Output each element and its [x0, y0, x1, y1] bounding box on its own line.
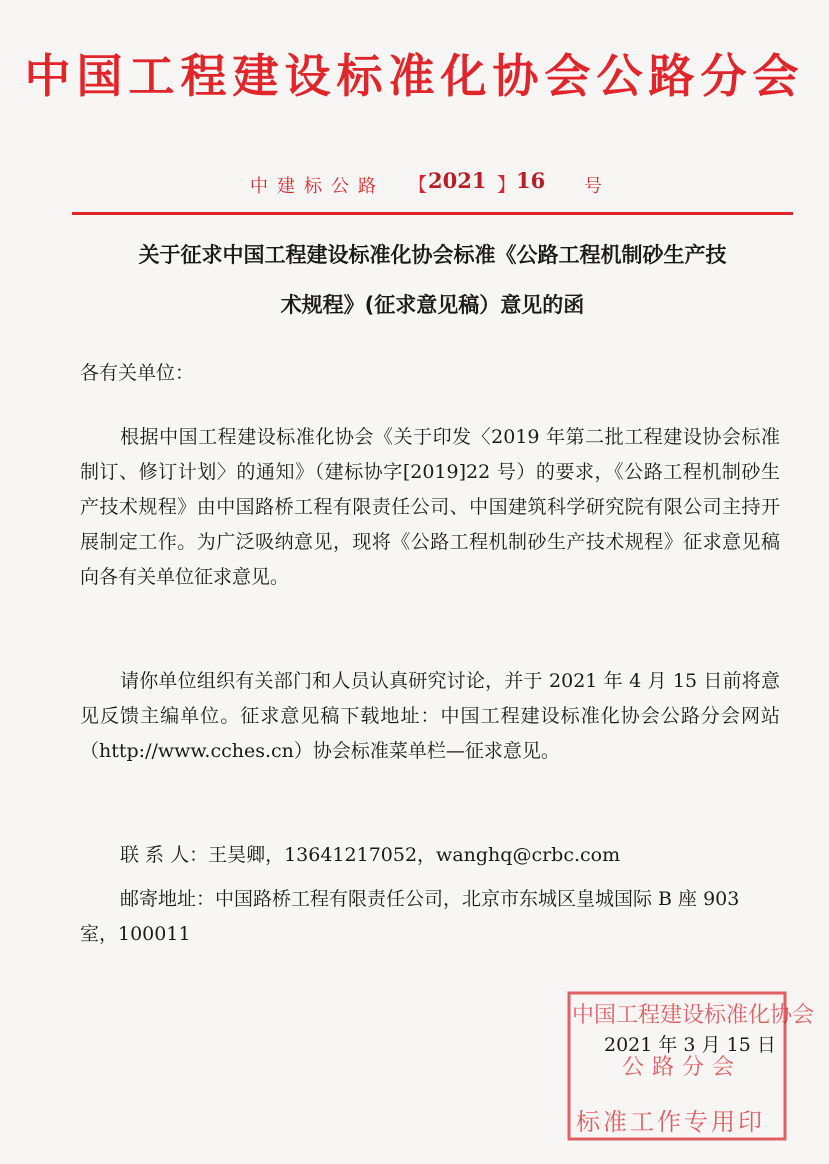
issue-date: 2021 年 3 月 15 日 [604, 1034, 776, 1056]
organization-title: 中国工程建设标准化协会公路分会 [24, 49, 805, 103]
body-paragraph-2: 请你单位组织有关部门和人员认真研究讨论，并于 2021 年 4 月 15 日前将意见反馈主编单位。征求意见稿下载地址：中国工程建设标准化协会公路分会网站（http://www.cches.cn）协会标准菜单栏—征求意见。 [80, 670, 780, 762]
seal-text-line-2: 公路分会 [622, 1055, 743, 1080]
document-number [0, 168, 829, 198]
salutation: 各有关单位： [80, 362, 195, 384]
subject-line-2: 术规程》(征求意见稿）意见的函 [280, 293, 585, 317]
seal-border [566, 990, 788, 1142]
seal-text-line-1: 中国工程建设标准化协会 [572, 1003, 815, 1028]
doc-number-year: 2021 [428, 168, 487, 193]
doc-number-sequence: 16 [516, 168, 546, 193]
seal-text-line-3: 标准工作专用印 [576, 1108, 765, 1136]
letter-subject [75, 230, 790, 330]
doc-number-prefix: 中建标公路 [250, 176, 385, 197]
doc-number-bracket-open: 【 [408, 174, 428, 196]
contact-person: 联 系 人：王昊卿，13641217052，wanghq@crbc.com [120, 844, 621, 866]
doc-number-suffix: 号 [584, 176, 602, 197]
header-divider [72, 212, 793, 215]
mailing-address: 邮寄地址：中国路桥工程有限责任公司，北京市东城区皇城国际 B 座 903 室，100011 [80, 888, 740, 945]
subject-line-1: 关于征求中国工程建设标准化协会标准《公路工程机制砂生产技 [138, 243, 727, 267]
official-seal [566, 990, 815, 1142]
body-paragraph-1: 根据中国工程建设标准化协会《关于印发〈2019 年第二批工程建设协会标准制订、修订计划〉的通知》（建标协字[2019]22 号）的要求，《公路工程机制砂生产技术规程》由中国路桥工程有限责任公司、中国建筑科学研究院有限公司主持开展制定工作。为广泛吸纳意见，现将《公路工程机制砂生产技术规程》征求意见稿向各有关单位征求意见。 [80, 426, 780, 588]
doc-number-bracket-close: 】 [497, 174, 517, 196]
